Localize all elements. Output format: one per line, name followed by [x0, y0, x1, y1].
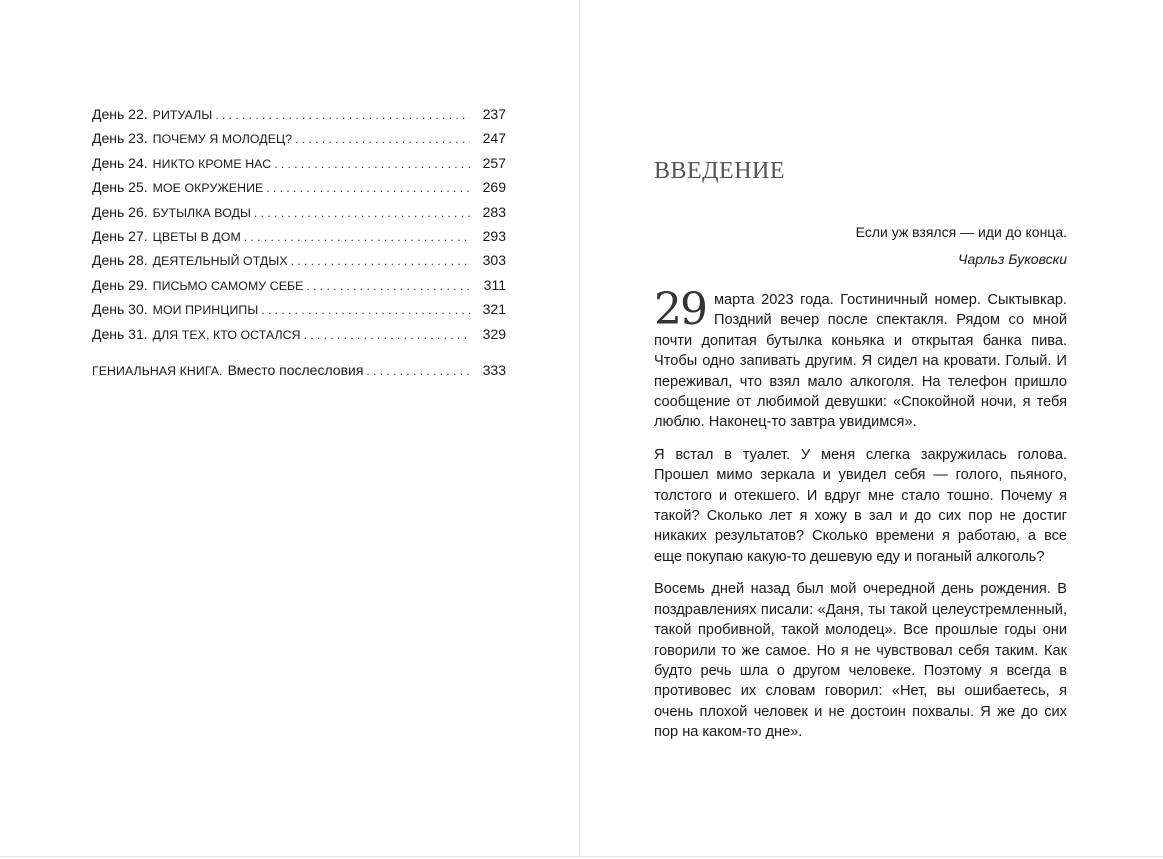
- toc-day: День 27.: [92, 227, 148, 244]
- toc-title: ГЕНИАЛЬНАЯ КНИГА.: [92, 363, 223, 378]
- toc-entry[interactable]: [92, 226, 506, 250]
- toc-day: День 30.: [92, 301, 148, 318]
- toc-day: День 23.: [92, 130, 148, 147]
- toc-entry[interactable]: [92, 324, 506, 348]
- toc-page-number: 247: [482, 130, 506, 147]
- toc-subtitle: Вместо послесловия: [227, 361, 364, 378]
- toc-leader-dots: [261, 300, 470, 320]
- toc-leader-dots: [295, 129, 470, 149]
- chapter-body: [654, 284, 1067, 755]
- paragraph: Я встал в туалет. У меня слегка закружилась голова. Прошел мимо зеркала и увидел себя — голого, пьяного, толстого и отекшего. И вдруг мне стало тошно. Почему я такой? Сколько лет я хожу в зал и до сих пор не достиг никаких результатов? Сколько времени я работаю, а все еще покупаю какую-то дешевую еду и поганый алкоголь?: [654, 446, 1067, 565]
- toc-leader-dots: [266, 178, 470, 198]
- toc-day: День 22.: [92, 106, 148, 122]
- toc-entry[interactable]: [92, 128, 506, 152]
- toc-entry[interactable]: [92, 202, 506, 226]
- toc-page-number: 311: [483, 276, 506, 293]
- toc-entry[interactable]: [92, 104, 506, 128]
- toc-title: НИКТО КРОМЕ НАС: [152, 156, 272, 171]
- epigraph-quote: Если уж взялся — иди до конца.: [855, 224, 1067, 240]
- page-bottom-edge: [0, 856, 1163, 857]
- toc-leader-dots: [366, 361, 470, 381]
- toc-title: ПИСЬМО САМОМУ СЕБЕ: [152, 278, 304, 293]
- toc-page-number: 333: [482, 361, 506, 378]
- table-of-contents: [92, 104, 506, 384]
- toc-page-number: 329: [482, 325, 506, 342]
- toc-leader-dots: [291, 251, 470, 271]
- toc-entry[interactable]: [92, 177, 506, 201]
- toc-day: День 31.: [92, 325, 148, 342]
- toc-title: МОИ ПРИНЦИПЫ: [152, 303, 259, 318]
- left-page: [0, 0, 580, 856]
- toc-page-number: 283: [482, 203, 506, 220]
- toc-entry-afterword[interactable]: [92, 360, 506, 384]
- toc-entry[interactable]: [92, 275, 506, 299]
- toc-day: День 29.: [92, 276, 148, 293]
- toc-title: ДЛЯ ТЕХ, КТО ОСТАЛСЯ: [152, 327, 301, 342]
- toc-leader-dots: [274, 154, 470, 174]
- paragraph: [654, 284, 1067, 433]
- toc-leader-dots: [254, 203, 470, 223]
- toc-entry[interactable]: [92, 153, 506, 177]
- toc-day: День 26.: [92, 203, 148, 220]
- toc-title: ПОЧЕМУ Я МОЛОДЕЦ?: [152, 132, 293, 147]
- toc-page-number: 237: [482, 106, 506, 122]
- toc-leader-dots: [244, 227, 470, 247]
- toc-entry[interactable]: [92, 299, 506, 323]
- toc-title: ЦВЕТЫ В ДОМ: [152, 229, 241, 244]
- toc-day: День 25.: [92, 179, 148, 196]
- toc-title: ДЕЯТЕЛЬНЫЙ ОТДЫХ: [152, 254, 288, 269]
- toc-page-number: 321: [482, 301, 506, 318]
- toc-page-number: 257: [482, 154, 506, 171]
- toc-day: День 28.: [92, 252, 148, 269]
- toc-leader-dots: [215, 105, 470, 125]
- toc-day: День 24.: [92, 154, 148, 171]
- paragraph: Восемь дней назад был мой очередной день рождения. В поздравлениях писали: «Даня, ты такой целеустремленный, такой пробивной, такой молодец». Все прошлые годы они говорили то же самое. Но я не чувствовал себя таким. Как будто речь шла о другом человеке. Поэтому я всегда в противовес их словам говорил: «Нет, вы ошибаетесь, я очень плохой человек и не достоин похвалы. Я же до сих пор на каком-то дне».: [654, 581, 1067, 741]
- drop-cap: 29: [654, 284, 706, 335]
- toc-title: МОЕ ОКРУЖЕНИЕ: [152, 181, 264, 196]
- toc-leader-dots: [306, 276, 470, 296]
- toc-page-number: 293: [482, 227, 506, 244]
- toc-title: БУТЫЛКА ВОДЫ: [152, 205, 252, 220]
- toc-page-number: 269: [482, 179, 506, 196]
- toc-page-number: 303: [482, 252, 506, 269]
- paragraph-text: марта 2023 года. Гостиничный номер. Сыктывкар. Поздний вечер после спектакля. Рядом со мной почти допитая бутылка коньяка и открытая банка пива. Чтобы одно запивать другим. Я сидел на кровати. Голый. И переживал, что взял мало алкоголя. На телефон пришло сообщение от любимой девушки: «Спокойной ночи, я тебя люблю. Наконец-то завтра увидимся».: [654, 292, 1067, 431]
- toc-title: РИТУАЛЫ: [152, 108, 213, 122]
- toc-leader-dots: [304, 325, 470, 345]
- toc-entry[interactable]: [92, 250, 506, 274]
- chapter-heading: ВВЕДЕНИЕ: [654, 158, 786, 184]
- epigraph-author: Чарльз Буковски: [958, 251, 1067, 267]
